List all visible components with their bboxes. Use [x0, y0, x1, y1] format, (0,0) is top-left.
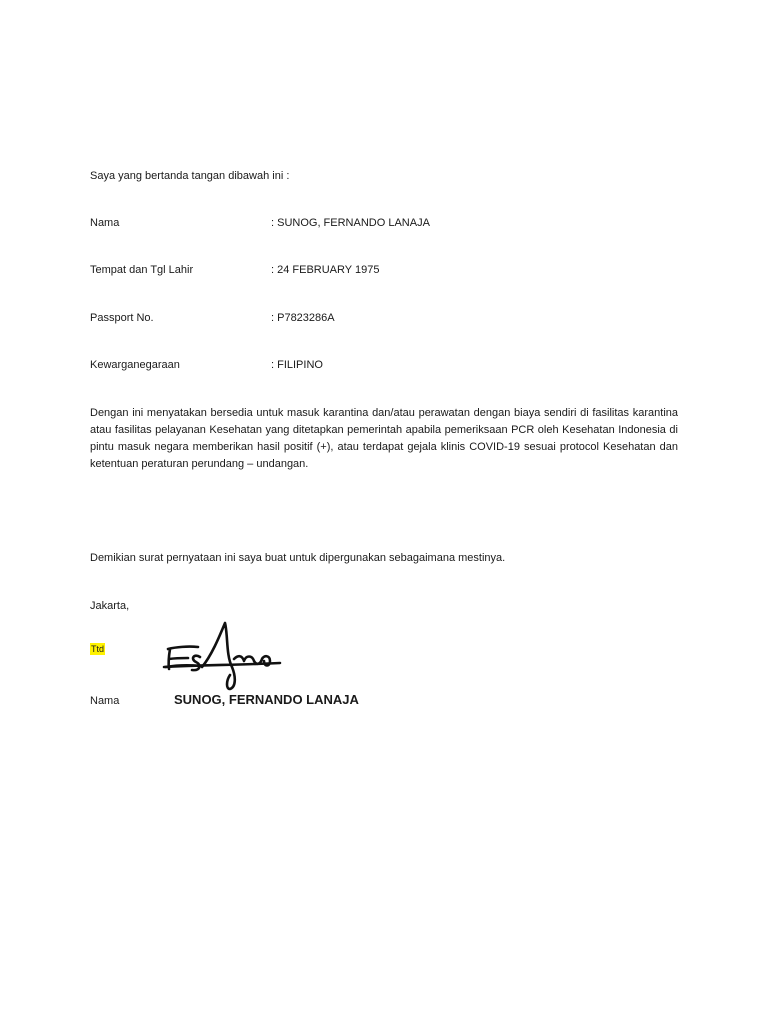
handwritten-signature	[160, 615, 285, 693]
place-text: Jakarta,	[90, 600, 130, 612]
statement-paragraph: Dengan ini menyatakan bersedia untuk masuk karantina dan/atau perawatan dengan biaya sendiri di fasilitas karantina atau fasilitas pelayanan Kesehatan yang ditetapkan pemerintah apabila pemeriksaan PCR oleh Kesehatan Indonesia di pintu masuk negara memberikan hasil positif (+), atau terdapat gejala klinis COVID-19 sesuai protocol Kesehatan dan ketentuan peraturan perundang – undangan.	[90, 407, 678, 470]
field-value-nama: : SUNOG, FERNANDO LANAJA	[271, 217, 430, 229]
field-value-passport: : P7823286A	[271, 312, 335, 324]
field-label-passport: Passport No.	[90, 312, 154, 324]
signature-name: SUNOG, FERNANDO LANAJA	[174, 692, 359, 707]
ttd-label: Ttd	[91, 644, 105, 654]
field-value-nationality: : FILIPINO	[271, 359, 323, 371]
signature-name-label: Nama	[90, 695, 120, 707]
intro-text: Saya yang bertanda tangan dibawah ini :	[90, 170, 290, 182]
field-label-nationality: Kewarganegaraan	[90, 359, 180, 371]
field-label-nama: Nama	[90, 217, 120, 229]
closing-text: Demikian surat pernyataan ini saya buat untuk dipergunakan sebagaimana mestinya.	[90, 552, 506, 564]
field-value-birth: : 24 FEBRUARY 1975	[271, 264, 380, 276]
field-label-birth: Tempat dan Tgl Lahir	[90, 264, 194, 276]
